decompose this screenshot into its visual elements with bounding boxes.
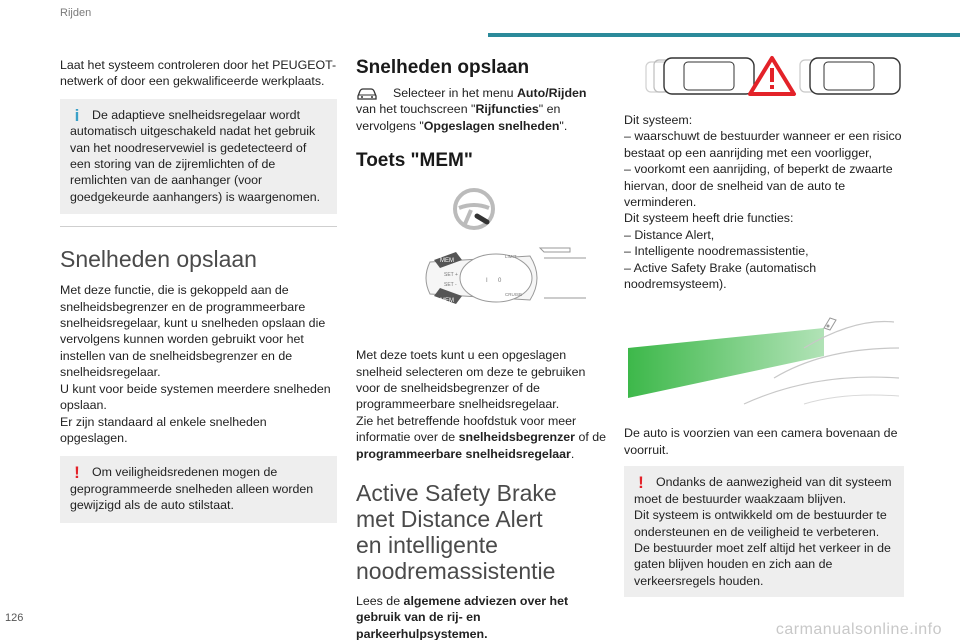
mem-heading: Toets "MEM" (356, 150, 473, 172)
list-item: – waarschuwt de bestuurder wanneer er een risico bestaat op een aanrijding met een voorligger, (624, 129, 902, 160)
column-left (60, 57, 337, 523)
body-text: Met deze toets kunt u een opgeslagen snelheid selecteren om deze te gebruiken voor de snelheidsbegrenzer of de programmeerbare snelheidsregelaar. (356, 348, 586, 412)
front-camera-illustration (624, 308, 904, 418)
body-text: U kunt voor beide systemen meerdere snelheden opslaan. (60, 381, 331, 413)
list-item: – Active Safety Brake (automatisch noodremsysteem). (624, 260, 817, 292)
menu-text: ". (559, 118, 568, 133)
header-accent-bar (488, 33, 960, 37)
warning-box-text: Ondanks de aanwezigheid van dit systeem moet de bestuurder waakzaam blijven. (634, 475, 892, 506)
warning-box (624, 466, 904, 597)
menu-instruction (356, 85, 606, 134)
body-text: . (570, 446, 575, 461)
collision-warning-illustration (624, 52, 904, 102)
stalk-label: I (486, 278, 488, 285)
info-icon: i (74, 105, 80, 125)
stalk-label: CRUISE (505, 292, 523, 298)
bold-term: algemene adviezen over het gebruik van de rij- en parkeerhulpsystemen. (356, 594, 569, 640)
section-heading: Snelheden opslaan (356, 57, 530, 78)
stalk-label: SET - (444, 282, 457, 289)
body-text: Lees de (356, 594, 404, 609)
list-item: – voorkomt een aanrijding, of beperkt de zwaarte hiervan, door de snelheid van de auto te verminderen. (624, 162, 893, 210)
section-title: Rijden (60, 7, 92, 19)
warning-icon: ! (74, 463, 80, 483)
stalk-label: MEM (440, 258, 454, 265)
body-text: of de (575, 430, 607, 445)
stalk-label: MEM (440, 298, 454, 305)
intro-text: Laat het systeem controleren door het PEUGEOT-netwerk of door een gekwalificeerde werkplaats. (60, 58, 337, 89)
menu-text: Selecteer in het menu (393, 86, 517, 100)
watermark: carmanualsonline.info (775, 620, 942, 638)
car-icon (356, 87, 378, 105)
column-right (624, 52, 904, 597)
camera-text: De auto is voorzien van een camera bovenaan de voorruit. (624, 426, 898, 457)
list-item: – Distance Alert, (624, 227, 715, 242)
stalk-label: SET + (444, 272, 458, 279)
menu-path: Auto/Rijden (516, 86, 587, 100)
cruise-stalk-illustration (356, 238, 606, 318)
body-text: Zie het betreffende hoofdstuk voor meer informatie over de (356, 413, 577, 445)
menu-path: Opgeslagen snelheden (423, 118, 560, 133)
bold-term: programmeerbare snelheidsregelaar (356, 446, 571, 461)
body-text: Dit systeem: (624, 113, 693, 127)
body-text: Er zijn standaard al enkele snelheden opgeslagen. (60, 414, 267, 445)
page-number: 126 (5, 612, 24, 624)
body-text: Dit systeem heeft drie functies: (624, 211, 794, 226)
body-text: Met deze functie, die is gekoppeld aan de snelheidsbegrenzer en de programmeerbare snelheidsregelaar, kunt u snelheden opslaan die vervolgens kunnen worden gebruikt voor het instellen van de snelheidsbegrenzer en de snelheidsregelaar. (60, 283, 326, 380)
menu-text: " en vervolgens " (356, 102, 561, 133)
info-box (60, 99, 337, 214)
warning-box-text: Om veiligheidsredenen mogen de geprogrammeerde snelheden alleen worden gewijzigd als de auto stilstaat. (70, 465, 314, 513)
info-box-text: De adaptieve snelheidsregelaar wordt automatisch uitgeschakeld nadat het gebruik van het noodreservewiel is gedetecteerd of een storing van de zijremlichten of de remlichten van de aanhanger (voor goedgekeurde aanhangers) is waargenomen. (70, 107, 321, 204)
warning-icon: ! (638, 473, 644, 493)
list-item: – Intelligente noodremassistentie, (624, 244, 809, 259)
menu-path: Rijfuncties (475, 102, 539, 117)
menu-text: van het touchscreen " (356, 102, 476, 117)
warning-box-text: De bestuurder moet zelf altijd het verkeer in de gaten blijven houden en zich aan de verkeersregels houden. (634, 540, 891, 588)
warning-box (60, 456, 337, 522)
bold-term: snelheidsbegrenzer (458, 430, 575, 445)
column-middle (356, 57, 606, 640)
stalk-label: LIMIT (505, 254, 517, 260)
stalk-label: 0 (498, 278, 502, 285)
asb-heading: Active Safety Brake met Distance Alert en intelligente noodremassistentie (356, 480, 557, 585)
section-heading: Snelheden opslaan (60, 246, 257, 273)
warning-box-text: Dit systeem is ontwikkeld om de bestuurder te ondersteunen en de veiligheid te verbeteren. (634, 508, 887, 539)
divider (60, 226, 337, 227)
steering-wheel-icon (356, 182, 606, 238)
